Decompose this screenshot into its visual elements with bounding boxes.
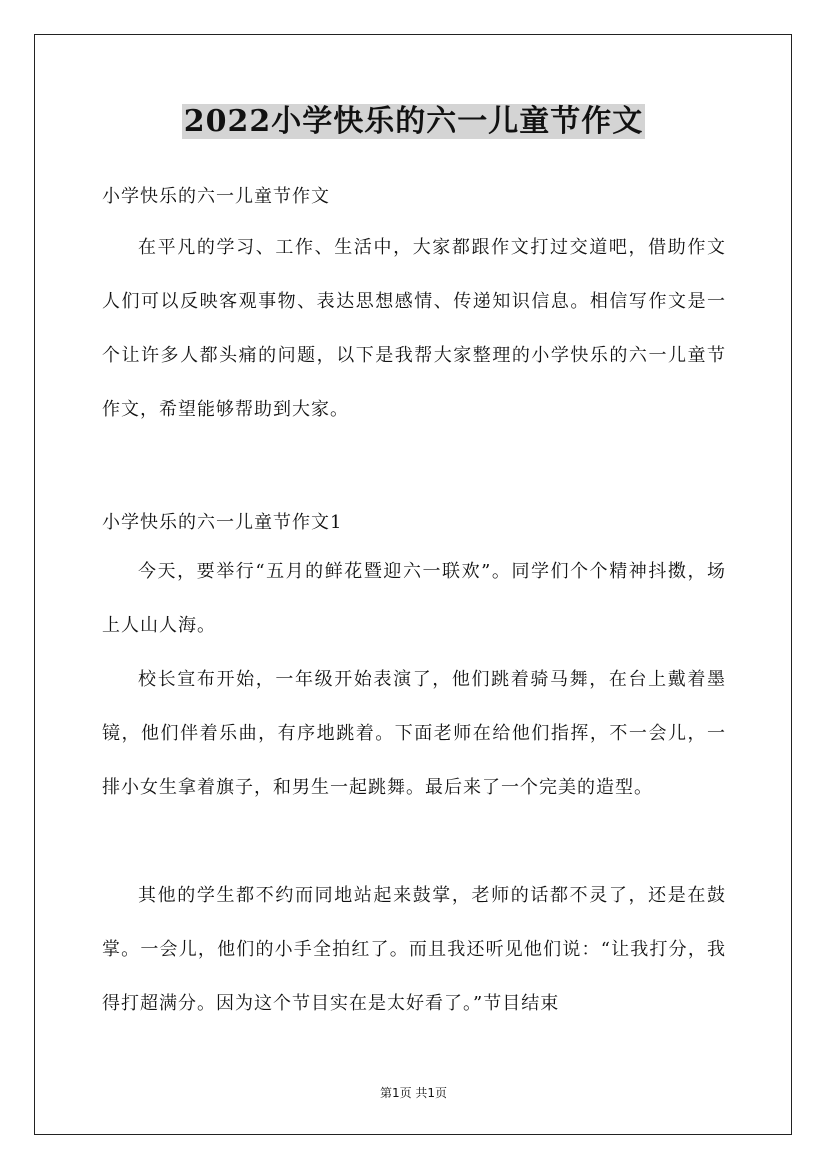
document-title: 2022小学快乐的六一儿童节作文 <box>183 104 644 139</box>
body-paragraph-2: 校长宣布开始，一年级开始表演了，他们跳着骑马舞，在台上戴着墨镜，他们伴着乐曲，有序地跳着。下面老师在给他们指挥，不一会儿，一排小女生拿着旗子，和男生一起跳舞。最后来了一个完美的造型。 <box>102 669 726 798</box>
page-footer: 第1页 共1页 <box>379 1086 448 1100</box>
intro-paragraph: 在平凡的学习、工作、生活中，大家都跟作文打过交道吧，借助作文人们可以反映客观事物、表达思想感情、传递知识信息。相信写作文是一个让许多人都头痛的问题，以下是我帮大家整理的小学快乐的六一儿童节作文，希望能够帮助到大家。 <box>102 237 726 420</box>
section-heading: 小学快乐的六一儿童节作文1 <box>102 512 343 533</box>
document-title-wrap <box>0 100 827 144</box>
body-paragraph-3: 其他的学生都不约而同地站起来鼓掌，老师的话都不灵了，还是在鼓掌。一会儿，他们的小手全拍红了。而且我还听见他们说：“让我打分，我得打超满分。因为这个节目实在是太好看了。”节目结束 <box>102 885 726 1014</box>
body-paragraph-1: 今天，要举行“五月的鲜花暨迎六一联欢”。同学们个个精神抖擞，场上人山人海。 <box>102 561 726 636</box>
document-subtitle: 小学快乐的六一儿童节作文 <box>102 186 330 207</box>
